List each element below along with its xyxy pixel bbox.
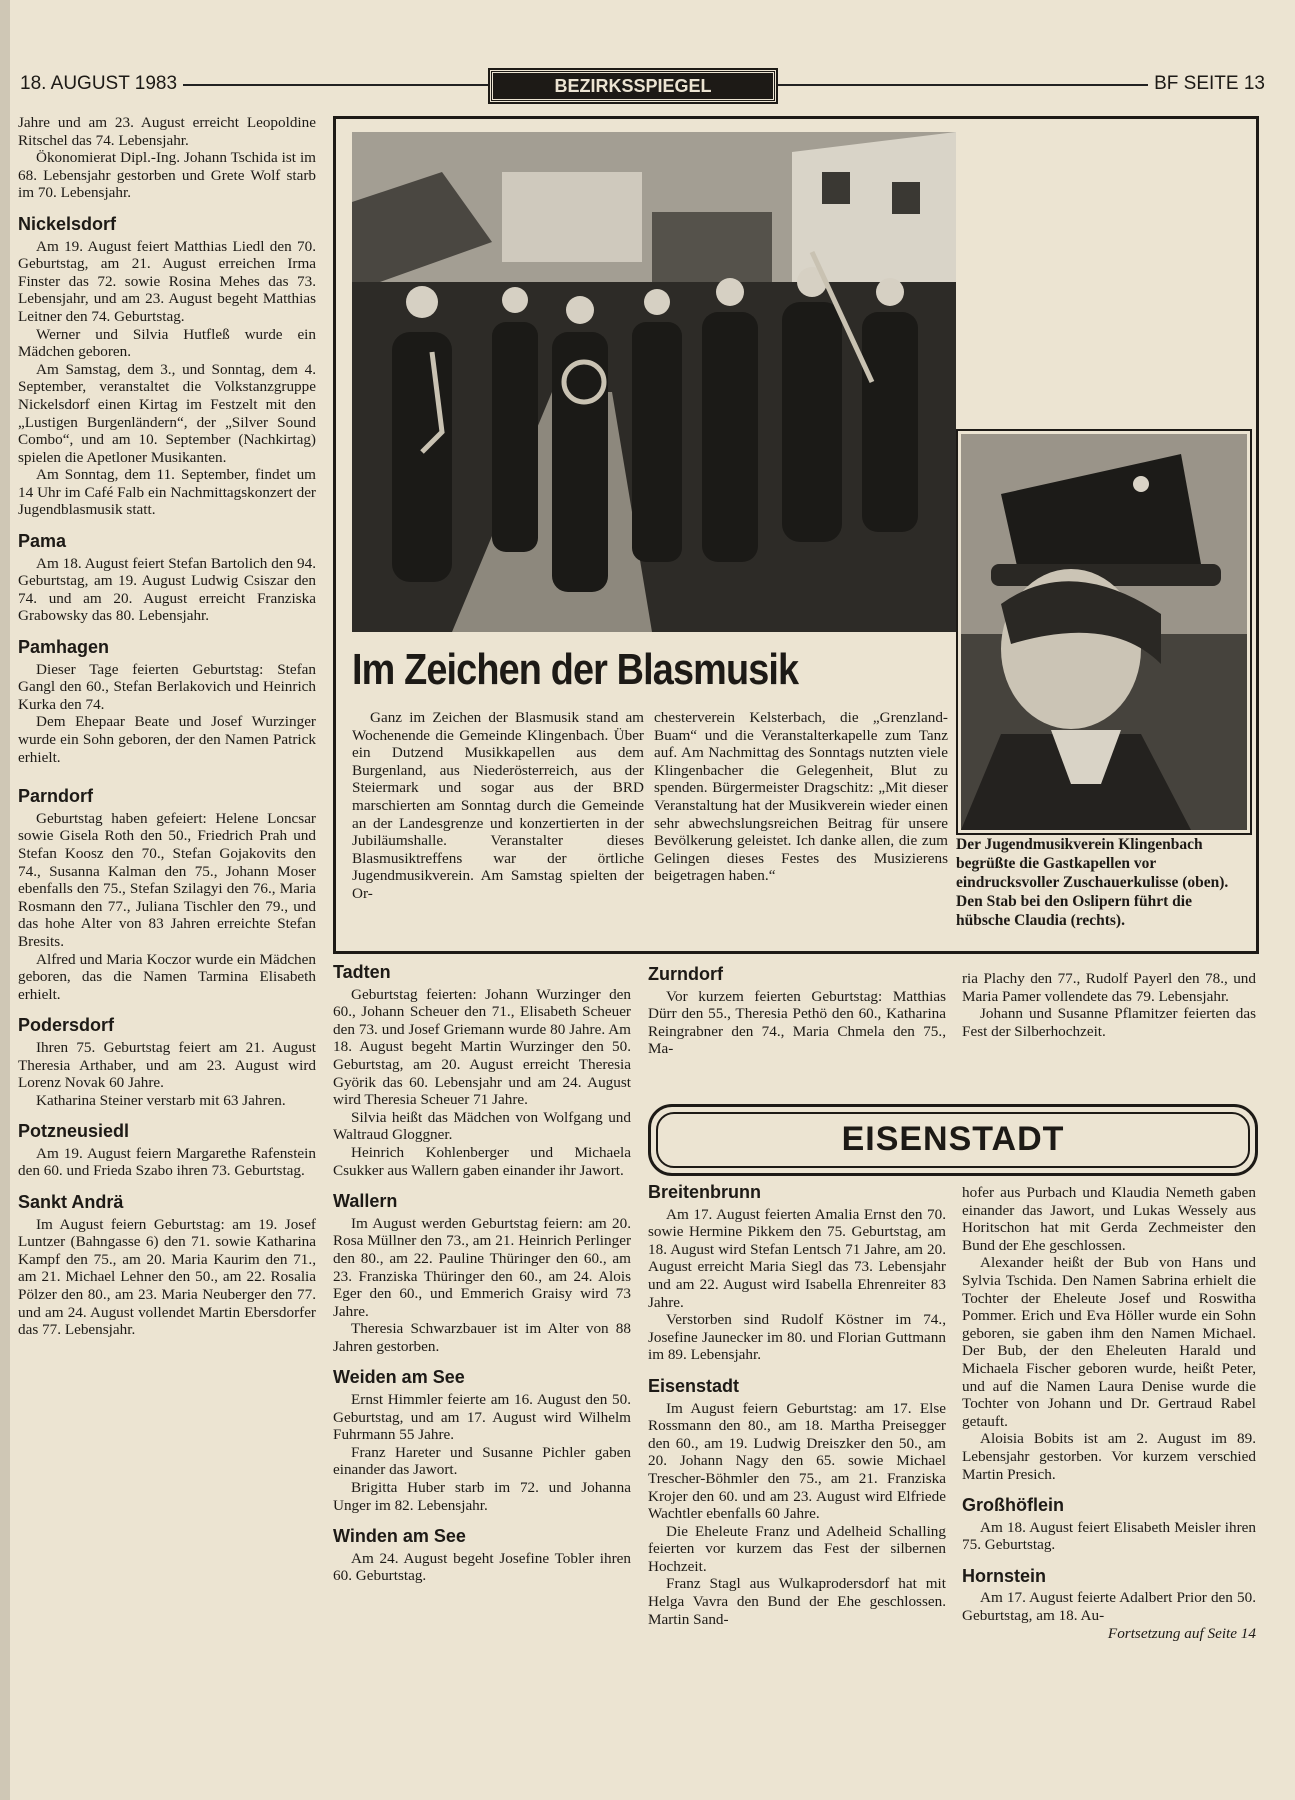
article-paragraph: Vor kurzem feierten Geburtstag: Matthias Dürr den 55., Theresia Pethö den 60., Katharina Reingrabner den 74., Maria Chmela den 75., Ma- — [648, 987, 946, 1058]
article-paragraph: Dieser Tage feierten Geburtstag: Stefan Gangl den 60., Stefan Berlakovich und Heinrich Kurka den 74. — [18, 660, 316, 713]
section-title-potzneusiedl: Potzneusiedl — [18, 1121, 130, 1142]
article-paragraph: Johann und Susanne Pflamitzer feierten das Fest der Silberhochzeit. — [962, 1005, 1256, 1040]
col1-intro-1: Jahre und am 23. August erreicht Leopoldine Ritschel das 74. Lebensjahr. — [18, 114, 316, 149]
article-paragraph: Theresia Schwarzbauer ist im Alter von 88 Jahren gestorben. — [333, 1320, 631, 1355]
eisenstadt-banner-title: EISENSTADT — [656, 1112, 1250, 1168]
column-4-top — [962, 970, 1256, 1040]
article-paragraph: Am 17. August feierte Adalbert Prior den 50. Geburtstag, am 18. Au- — [962, 1589, 1256, 1625]
article-paragraph: hofer aus Purbach und Klaudia Nemeth gaben einander das Jawort, und Lukas Wessely aus Horitschon hat mit Gerda Zechmeister den Bund der Ehe geschlossen. — [962, 1184, 1256, 1254]
column-1 — [18, 114, 316, 1339]
article-paragraph: Am Samstag, dem 3., und Sonntag, dem 4. September, veranstaltet die Volkstanzgruppe Nickelsdorf einen Kirtag im Festzelt mit den „Lustigen Burgenländern“, der „Silver Sound Combo“, und am 10. September (Nachkirtag) spielen die Apetloner Musikanten. — [18, 360, 316, 466]
article-paragraph: Geburtstag haben gefeiert: Helene Loncsar sowie Gisela Roth den 50., Friedrich Prah und Stefan Koosz den 70., Stefan Gojakovits den 74., Susanna Kalman den 75., Johann Moser ebenfalls den 75., Stefan Szilagyi den 76., Maria Rosmann den 77., Juliana Tischler den 79., und das hohe Alter von 83 Jahren erreichte Stefan Bresits. — [18, 809, 316, 950]
col1-intro-2: Ökonomierat Dipl.-Ing. Johann Tschida ist im 68. Lebensjahr gestorben und Grete Wolf starb im 70. Lebensjahr. — [18, 149, 316, 202]
section-title-wallern: Wallern — [333, 1191, 398, 1212]
article-paragraph: Ernst Himmler feierte am 16. August den 50. Geburtstag, und am 17. August wird Wilhelm Fuhrmann 55 Jahre. — [333, 1391, 631, 1444]
feature-headline: Im Zeichen der Blasmusik — [352, 645, 799, 694]
section-title-nickelsdorf: Nickelsdorf — [18, 213, 117, 234]
feature-text-left — [352, 709, 644, 903]
article-paragraph: Heinrich Kohlenberger und Michaela Csukker aus Wallern gaben einander ihr Jawort. — [333, 1143, 631, 1179]
article-paragraph: ria Plachy den 77., Rudolf Payerl den 78., und Maria Pamer vollendete das 79. Lebensjahr. — [962, 970, 1256, 1005]
photo-marching-band — [352, 132, 956, 632]
photo-marching-band-illustration — [352, 132, 956, 632]
section-title-eisenstadt: Eisenstadt — [648, 1375, 740, 1396]
article-paragraph: Alexander heißt der Bub von Hans und Sylvia Tschida. Den Namen Sabrina erhielt die Tochter der Eheleute Josef und Roswitha Pommer. Erich und Eva Höller wurde ein Sohn geboren, sie gaben ihm den Namen Michael. Der Bub, der den Eheleuten Harald und Michaela Fischer geboren wurde, heißt Peter, und auf die Namen Laura Denise wurde die Tochter von Johann und Dr. Gertraud Rabel getauft. — [962, 1254, 1256, 1430]
article-paragraph: Im August werden Geburtstag feiern: am 20. Rosa Müllner den 73., am 21. Heinrich Perlinger den 80., am 22. Pauline Thüringer den 60., am 23. Franziska Thüringer den 60., am 24. Alois Eger den 60., und Emmerich Graisy wird 73 Jahre. — [333, 1214, 631, 1320]
article-paragraph: Im August feiern Geburtstag: am 19. Josef Luntzer (Bahngasse 6) den 71. sowie Katharina Kampf den 75., am 20. Maria Kaurim den 71., am 21. Michael Lehner den 50., am 22. Rosalia Pölzer den 80., am 23. Maria Neuberger den 77. und am 24. August vollendet Martin Ebersdorfer das 77. Lebensjahr. — [18, 1215, 316, 1339]
article-paragraph: Werner und Silvia Hutfleß wurde ein Mädchen geboren. — [18, 325, 316, 361]
photo-caption: Der Jugendmusikverein Klingenbach begrüßte die Gastkapellen vor eindrucksvoller Zuschauerkulisse (oben). Den Stab bei den Oslipern führt die hübsche Claudia (rechts). — [956, 836, 1229, 929]
section-title-pama: Pama — [18, 531, 67, 552]
article-paragraph: Aloisia Bobits ist am 2. August im 89. Lebensjahr gestorben. Vor kurzem verschied Martin Presich. — [962, 1430, 1256, 1483]
eisenstadt-banner — [648, 1104, 1258, 1176]
photo-claudia-illustration — [961, 434, 1247, 830]
section-title-grosshoeflein: Großhöflein — [962, 1495, 1064, 1516]
article-paragraph: Ihren 75. Geburtstag feiert am 21. August Theresia Arthaber, und am 23. August wird Lorenz Novak 60 Jahre. — [18, 1038, 316, 1092]
column-4 — [962, 1184, 1256, 1642]
article-paragraph: Die Eheleute Franz und Adelheid Schalling feierten vor kurzem das Fest der silbernen Hochzeit. — [648, 1522, 946, 1575]
article-paragraph: Am 19. August feiert Matthias Liedl den 70. Geburtstag, am 21. August erreichen Irma Finster das 72. sowie Rosina Mehes das 73. Lebensjahr, und am 23. August begeht Matthias Leitner den 74. Geburtstag. — [18, 237, 316, 325]
continued-on-page-link[interactable]: Fortsetzung auf Seite 14 — [1107, 1624, 1256, 1642]
article-paragraph: Franz Stagl aus Wulkaprodersdorf hat mit Helga Vavra den Bund der Ehe geschlossen. Martin Sand- — [648, 1575, 946, 1628]
article-paragraph: Am 19. August feiern Margarethe Rafenstein den 60. und Frieda Szabo ihren 73. Geburtstag. — [18, 1144, 316, 1180]
header-masthead: BEZIRKSSPIEGEL — [490, 70, 776, 102]
article-paragraph: Am Sonntag, dem 11. September, findet um 14 Uhr im Café Falb ein Nachmittagskonzert der Jugendblasmusik statt. — [18, 466, 316, 519]
column-2 — [333, 958, 631, 1585]
feature-article-box — [333, 116, 1259, 954]
article-paragraph: Dem Ehepaar Beate und Josef Wurzinger wurde ein Sohn geboren, der den Namen Patrick erhielt. — [18, 713, 316, 766]
section-title-podersdorf: Podersdorf — [18, 1015, 115, 1036]
section-title-weiden-am-see: Weiden am See — [333, 1367, 465, 1388]
article-paragraph: Franz Hareter und Susanne Pichler gaben einander das Jawort. — [333, 1443, 631, 1479]
section-title-zurndorf: Zurndorf — [648, 964, 723, 984]
header-page-number: BF SEITE 13 — [1148, 73, 1265, 95]
article-paragraph: Geburtstag feierten: Johann Wurzinger den 60., Johann Scheuer den 71., Elisabeth Scheuer den 73. und Josef Griemann wurde 80 Jahre. Am 18. August begeht Martin Wurzinger den 50. Geburtstag, am 20. August erreicht Theresia Györik das 60. Lebensjahr und am 24. August wird Theresia Scheuer 71 Jahre. — [333, 985, 631, 1109]
article-paragraph: Katharina Steiner verstarb mit 63 Jahren. — [36, 1091, 286, 1109]
article-paragraph: Am 24. August begeht Josefine Tobler ihren 60. Geburtstag. — [333, 1549, 631, 1585]
feature-text-right — [654, 709, 948, 885]
section-title-hornstein: Hornstein — [962, 1565, 1047, 1586]
section-title-breitenbrunn: Breitenbrunn — [648, 1182, 762, 1202]
section-title-sankt-andrae: Sankt Andrä — [18, 1192, 124, 1213]
section-title-tadten: Tadten — [333, 962, 391, 982]
photo-claudia-portrait — [958, 431, 1250, 833]
article-paragraph: Verstorben sind Rudolf Köstner im 74., Josefine Jaunecker im 80. und Florian Guttmann im 89. Lebensjahr. — [648, 1311, 946, 1364]
article-paragraph: Am 17. August feierten Amalia Ernst den 70. sowie Hermine Pikkem den 75. Geburtstag, am 18. August wird Stefan Lentsch 71 Jahre, am 20. August erreicht Maria Siegl das 73. Lebensjahr und am 22. August wird Isabella Ehrenreiter 83 Jahre. — [648, 1205, 946, 1311]
header-date: 18. AUGUST 1983 — [20, 73, 183, 95]
article-paragraph: Alfred und Maria Koczor wurde ein Mädchen geboren, das die Namen Tarmina Elisabeth erhielt. — [18, 950, 316, 1003]
column-3-top — [648, 962, 946, 1058]
page-header — [20, 70, 1265, 100]
section-title-parndorf: Parndorf — [18, 786, 94, 807]
section-title-winden-am-see: Winden am See — [333, 1526, 466, 1547]
section-title-pamhagen: Pamhagen — [18, 637, 110, 658]
article-paragraph: Am 18. August feiert Stefan Bartolich den 94. Geburtstag, am 19. August Ludwig Csiszar den 74. und am 20. August erreicht Franziska Grabowsky das 80. Lebensjahr. — [18, 554, 316, 625]
feature-paragraph-left: Ganz im Zeichen der Blasmusik stand am Wochenende die Gemeinde Klingenbach. Über ein Dutzend Musikkapellen aus dem Burgenland, aus Niederösterreich, aus der Steiermark und sogar aus der BRD marschierten am Sonntag durch die Gemeinde an der Landesgrenze und konzertierten in der Jubiläumshalle. Veranstalter dieses Blasmusiktreffens war der örtliche Jugendmusikverein. Am Samstag spielten der Or- — [352, 709, 644, 902]
article-paragraph: Silvia heißt das Mädchen von Wolfgang und Waltraud Gloggner. — [333, 1108, 631, 1144]
feature-paragraph-right: chesterverein Kelsterbach, die „Grenzland-Buam“ und die Veranstalterkapelle zum Tanz auf. Am Nachmittag des Sonntags nutzten viele Klingenbacher die Gelegenheit, Blut zu spenden. Bürgermeister Dragschitz: „Mit dieser Veranstaltung hat der Musikverein wieder einen sehr abwechslungsreichen Beitrag für unsere Bevölkerung geleistet. Ich danke allen, die zum Gelingen dieses Festes des Musizierens beigetragen haben.“ — [654, 709, 948, 885]
page-edge-shade — [0, 0, 10, 1800]
article-paragraph: Brigitta Huber starb im 72. und Johanna Unger im 82. Lebensjahr. — [333, 1479, 631, 1514]
article-paragraph: Am 18. August feiert Elisabeth Meisler ihren 75. Geburtstag. — [962, 1518, 1256, 1554]
article-paragraph: Im August feiern Geburtstag: am 17. Else Rossmann den 80., am 18. Martha Preisegger den 60., am 19. Ludwig Dreiszker den 50., am 20. Johann Nagy den 65. sowie Michael Trescher-Böhmler den 75., am 21. Franziska Krojer den 60. und am 23. August wird Elfriede Wachtler ebenfalls 60 Jahre. — [648, 1399, 946, 1523]
column-3 — [648, 1180, 946, 1628]
